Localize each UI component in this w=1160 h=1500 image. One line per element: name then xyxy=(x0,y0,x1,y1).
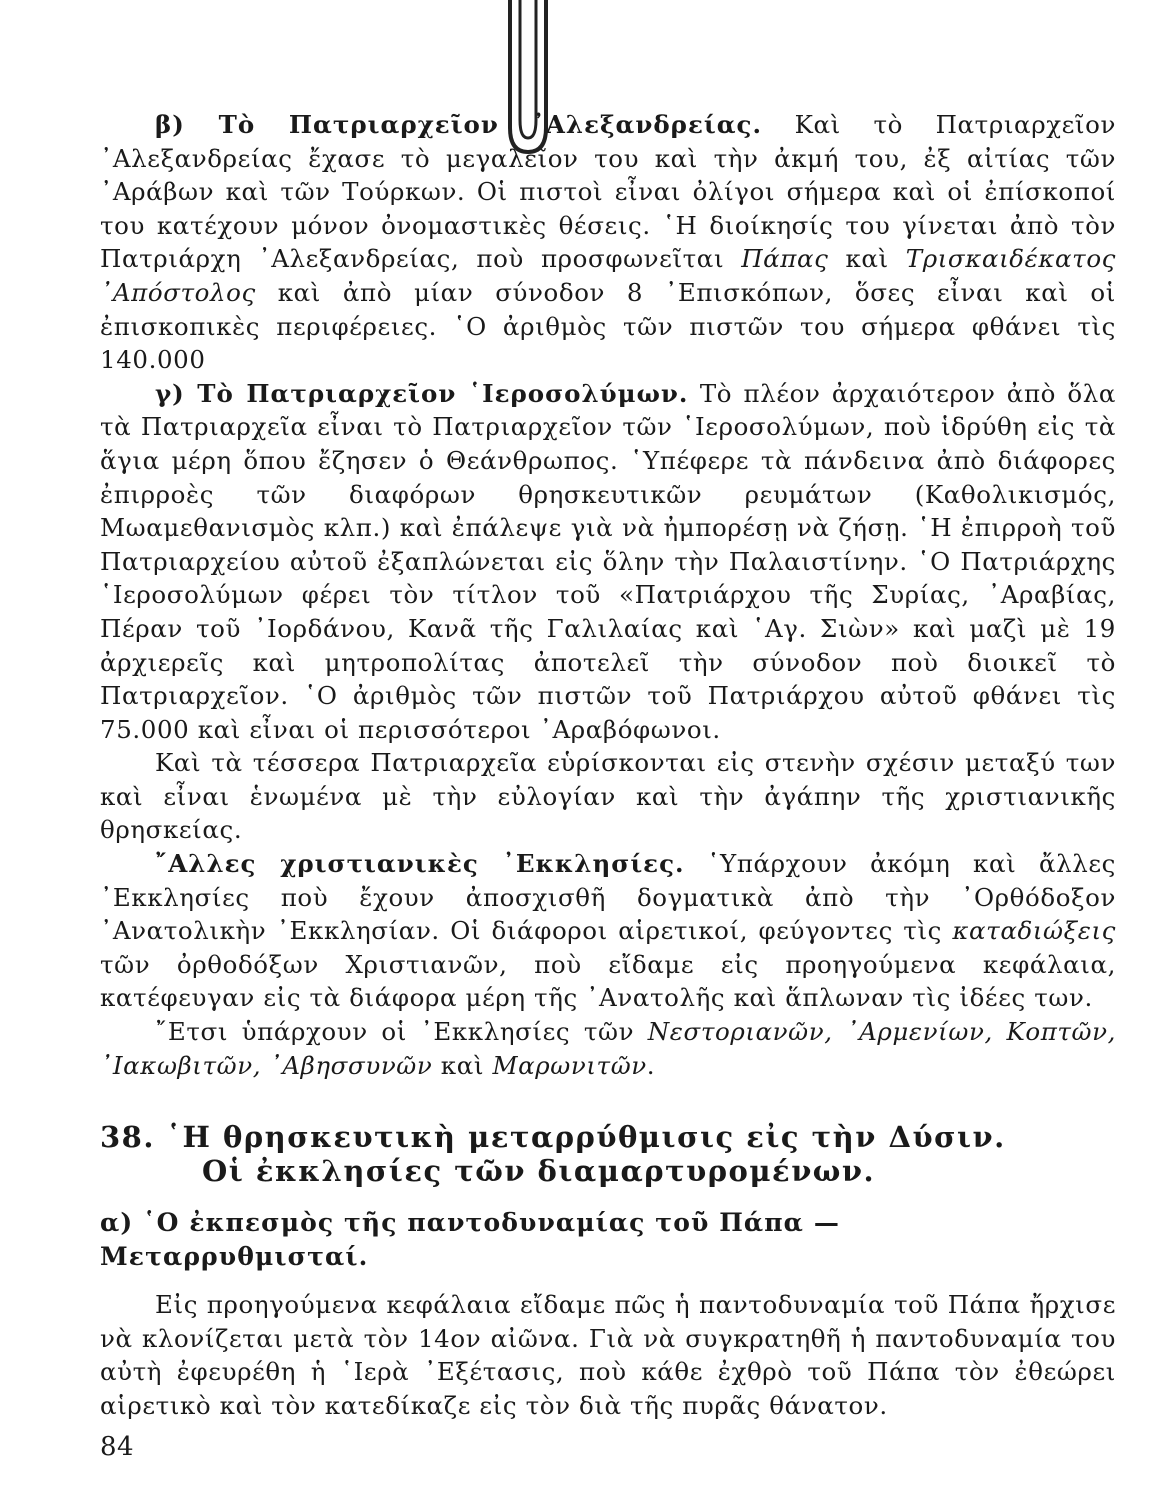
page-number: 84 xyxy=(100,1432,135,1462)
paragraph-other-churches xyxy=(100,847,1116,1015)
text-alexandria-2: καὶ xyxy=(828,244,906,274)
text-jerusalem: Τὸ πλέον ἀρχαιότερον ἀπὸ ὅλα τὰ Πατριαρχεῖα εἶναι τὸ Πατριαρχεῖον τῶν ῾Ιεροσολύμων, ποὺ ἱδρύθη εἰς τὰ ἅγια μέρη ὅπου ἔζησεν ὁ Θεάνθρωπος. ῾Υπέφερε τὰ πάνδεινα ἀπὸ διάφορες ἐπιρροὲς τῶν διαφόρων θρησκευτικῶν ρευμάτων (Καθολικισμός, Μωαμεθανισμὸς κλπ.) καὶ ἐπάλεψε γιὰ νὰ ἠμπορέσῃ νὰ ζήσῃ. ῾Η ἐπιρροὴ τοῦ Πατριαρχείου αὐτοῦ ἐξαπλώνεται εἰς ὅλην τὴν Παλαιστίνην. ῾Ο Πατριάρχης ῾Ιεροσολύμων φέρει τὸν τίτλον τοῦ «Πατριάρχου τῆς Συρίας, ᾿Αραβίας, Πέραν τοῦ ᾿Ιορδάνου, Κανᾶ τῆς Γαλιλαίας καὶ ῾Αγ. Σιὼν» καὶ μαζὶ μὲ 19 ἀρχιερεῖς καὶ μητροπολίτας ἀποτελεῖ τὴν σύνοδον ποὺ διοικεῖ τὸ Πατριαρχεῖον. ῾Ο ἀριθμὸς τῶν πιστῶν τοῦ Πατριάρχου αὐτοῦ φθάνει τὶς 75.000 καὶ εἶναι οἱ περισσότεροι ᾿Αραβόφωνοι. xyxy=(100,378,1116,744)
heading-alexandria: β) Τὸ Πατριαρχεῖον ᾿Αλεξανδρείας. xyxy=(155,110,763,139)
text-other-churches-2: τῶν ὀρθοδόξων Χριστιανῶν, ποὺ εἴδαμε εἰς προηγούμενα κεφάλαια, κατέφευγαν εἰς τὰ διάφορα μέρη τῆς ᾿Ανατολῆς καὶ ἅπλωναν τὶς ἰδέες των. xyxy=(100,949,1116,1013)
italic-maronites: Μαρωνιτῶν xyxy=(492,1050,647,1080)
italic-persecutions: καταδιώξεις xyxy=(952,916,1116,946)
chapter-title-line2: Οἱ ἐκκλησίες τῶν διαμαρτυρομένων. xyxy=(202,1154,876,1189)
paragraph-church-list xyxy=(100,1015,1116,1082)
subsection-heading: α) ῾Ο ἐκπεσμὸς τῆς παντοδυναμίας τοῦ Πάπα — Μεταρρυθμισταί. xyxy=(100,1208,840,1272)
heading-other-churches: ῎Αλλες χριστιανικὲς ᾿Εκκλησίες. xyxy=(155,849,685,879)
paragraph-papal-power: Εἰς προηγούμενα κεφάλαια εἴδαμε πῶς ἡ παντοδυναμία τοῦ Πάπα ἤρχισε νὰ κλονίζεται μετὰ τὸν 14ον αἰῶνα. Γιὰ νὰ συγκρατηθῆ ἡ παντοδυναμία του αὐτὴ ἐφευρέθη ἡ ῾Ιερὰ ᾿Εξέτασις, ποὺ κάθε ἐχθρὸ τοῦ Πάπα τὸν ἐθεώρει αἱρετικὸ καὶ τὸν κατεδίκαζε εἰς τὸν διὰ τῆς πυρᾶς θάνατον. xyxy=(100,1290,1116,1420)
text-list-2: καὶ xyxy=(432,1050,493,1080)
text-list-3: . xyxy=(646,1050,656,1080)
chapter-title xyxy=(100,1120,1116,1188)
paper-clip-icon xyxy=(470,0,580,170)
text-list: ῎Ετσι ὑπάρχουν οἱ ᾿Εκκλησίες τῶν xyxy=(155,1017,648,1047)
paragraph-relations: Καὶ τὰ τέσσερα Πατριαρχεῖα εὑρίσκονται εἰς στενὴν σχέσιν μεταξύ των καὶ εἶναι ἑνωμένα μὲ τὴν εὐλογίαν καὶ τὴν ἀγάπην τῆς χριστιανικῆς θρησκείας. xyxy=(100,748,1116,845)
text-alexandria: Καὶ τὸ Πατριαρχεῖον ᾿Αλεξανδρείας ἔχασε τὸ μεγαλεῖον του καὶ τὴν ἀκμή του, ἐξ αἰτίας τῶν ᾿Αράβων καὶ τῶν Τούρκων. Οἱ πιστοὶ εἶναι ὀλίγοι σήμερα καὶ οἱ ἐπίσκοποί του κατέχουν μόνον ὀνομαστικὲς θέσεις. ῾Η διοίκησίς του γίνεται ἀπὸ τὸν Πατριάρχη ᾿Αλεξανδρείας, ποὺ προσφωνεῖται xyxy=(100,110,1116,274)
italic-churches: Νεστοριανῶν, ᾿Αρμενίων, Κοπτῶν, ᾿Ιακωβιτῶν, ᾿Αβησσυνῶν xyxy=(100,1017,1117,1080)
heading-jerusalem: γ) Τὸ Πατριαρχεῖον ῾Ιεροσολύμων. xyxy=(155,378,689,408)
text-alexandria-3: καὶ ἀπὸ μίαν σύνοδον 8 ᾿Επισκόπων, ὅσες εἶναι καὶ οἱ ἐπισκοπικὲς περιφέρειες. ῾Ο ἀριθμὸς τῶν πιστῶν του σήμερα φθάνει τὶς 140.000 xyxy=(100,277,1116,375)
chapter-title-line1: 38. ῾Η θρησκευτικὴ μεταρρύθμισις εἰς τὴν Δύσιν. xyxy=(100,1120,1006,1155)
text-other-churches: ῾Υπάρχουν ἀκόμη καὶ ἄλλες ᾿Εκκλησίες ποὺ ἔχουν ἀποσχισθῆ δογματικὰ ἀπὸ τὴν ᾿Ορθόδοξον ᾿Ανατολικὴν ᾿Εκκλησίαν. Οἱ διάφοροι αἱρετικοί, φεύγοντες τὶς xyxy=(100,849,1116,946)
page-body xyxy=(100,108,1116,1423)
italic-papas: Πάπας xyxy=(741,244,829,274)
paragraph-jerusalem xyxy=(100,377,1116,747)
paragraph-alexandria xyxy=(100,108,1116,377)
italic-apostle: Τρισκαιδέκατος ᾿Απόστολος xyxy=(100,244,1117,307)
